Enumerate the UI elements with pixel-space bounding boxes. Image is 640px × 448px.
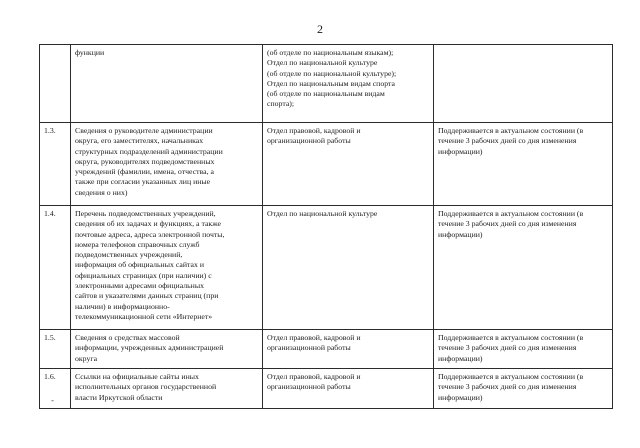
row-term-line: информации) (438, 229, 483, 239)
row-term-cell (434, 206, 613, 330)
row-term-line: Поддерживается в актуальном состоянии (в (438, 372, 584, 381)
row-department-line: Отдел по национальной культуре (267, 209, 378, 218)
row-name-line: подведомственных учреждений, (75, 250, 183, 260)
row-name-line: сведения об их задачах и функциях, а также (75, 219, 221, 229)
row-name-cell (71, 123, 263, 206)
row-number: 1.5. (40, 330, 71, 369)
row-department-line: организационной работы (267, 136, 351, 146)
row-term-cell (434, 330, 613, 369)
table-row (40, 123, 613, 206)
row-name-line: сайтов и указателями данных страниц (при (75, 291, 219, 301)
row-department-line: Отдел правовой, кадровой и (267, 372, 361, 381)
row-name-line: наличии) в информационно- (75, 301, 170, 311)
row-department-line: Отдел по национальным видам спорта (267, 78, 395, 88)
row-number (40, 45, 71, 123)
row-name-line: Сведения о средствах массовой (75, 333, 180, 342)
row-department-line: организационной работы (267, 343, 351, 353)
row-term-line: информации) (438, 392, 483, 402)
row-name-line: информации, учрежденных администрацией (75, 343, 224, 353)
row-name-line: функции (75, 48, 105, 57)
row-name-line: официальных страницах (при наличии) с (75, 270, 212, 280)
row-term-cell (434, 369, 613, 409)
row-term-cell (434, 45, 613, 123)
row-department-line: организационной работы (267, 382, 351, 392)
row-name-line: учреждений (фамилии, имена, отчества, а (75, 167, 214, 177)
row-term-line: течение 3 рабочих дней со дня изменения (438, 343, 577, 353)
row-department-cell (263, 369, 434, 409)
row-number: 1.6. (40, 369, 71, 409)
row-term-line: информации) (438, 146, 483, 156)
row-term-line: Поддерживается в актуальном состоянии (в (438, 333, 584, 342)
row-name-line: округа, руководителях подведомственных (75, 156, 215, 166)
row-department-cell (263, 123, 434, 206)
row-name-line: Перечень подведомственных учреждений, (75, 209, 216, 218)
row-name-cell (71, 45, 263, 123)
row-name-line: исполнительных органов государственной (75, 382, 217, 392)
row-name-line: также при согласии указанных лиц иные (75, 177, 211, 187)
row-name-line: округа, его заместителях, начальниках (75, 136, 204, 146)
row-name-cell (71, 330, 263, 369)
row-term-line: течение 3 рабочих дней со дня изменения (438, 136, 577, 146)
row-term-cell (434, 123, 613, 206)
row-name-cell (71, 206, 263, 330)
row-department-cell (263, 206, 434, 330)
row-term-line: течение 3 рабочих дней со дня изменения (438, 219, 577, 229)
row-name-line: информация об официальных сайтах и (75, 260, 204, 270)
row-term-line: Поддерживается в актуальном состоянии (в (438, 126, 584, 135)
row-name-line: Сведения о руководителе администрации (75, 126, 213, 135)
row-department-line: (об отделе по национальной культуре); (267, 68, 397, 78)
row-name-line: телекоммуникационной сети «Интернет» (75, 311, 213, 321)
row-name-line: округа (75, 353, 98, 363)
row-name-line: сведения о них) (75, 187, 128, 197)
table-row (40, 330, 613, 369)
table-row (40, 206, 613, 330)
table-row (40, 45, 613, 123)
row-name-line: Ссылки на официальные сайты иных (75, 372, 199, 381)
row-name-line: почтовые адреса, адреса электронной почты, (75, 229, 225, 239)
row-department-line: Отдел по национальной культуре (267, 58, 378, 68)
row-term-line: течение 3 рабочих дней со дня изменения (438, 382, 577, 392)
row-department-cell (263, 330, 434, 369)
margin-mark: - (51, 395, 54, 405)
document-table (39, 44, 613, 409)
page-number: 2 (317, 22, 323, 36)
row-department-line: Отдел правовой, кадровой и (267, 126, 361, 135)
row-term-line: информации) (438, 353, 483, 363)
row-department-line: Отдел правовой, кадровой и (267, 333, 361, 342)
row-name-line: электронными адресами официальных (75, 281, 204, 291)
row-number: 1.4. (40, 206, 71, 330)
row-term-line: Поддерживается в актуальном состоянии (в (438, 209, 584, 218)
row-name-line: номера телефонов справочных служб (75, 239, 200, 249)
row-number: 1.3. (40, 123, 71, 206)
row-department-line: (об отделе по национальным видам (267, 89, 385, 99)
row-name-line: власти Иркутской области (75, 392, 163, 402)
table-row (40, 369, 613, 409)
row-name-cell (71, 369, 263, 409)
row-department-line: спорта); (267, 99, 295, 109)
row-department-line: (об отделе по национальным языкам); (267, 48, 394, 57)
row-name-line: структурных подразделений администрации (75, 146, 223, 156)
row-department-cell (263, 45, 434, 123)
